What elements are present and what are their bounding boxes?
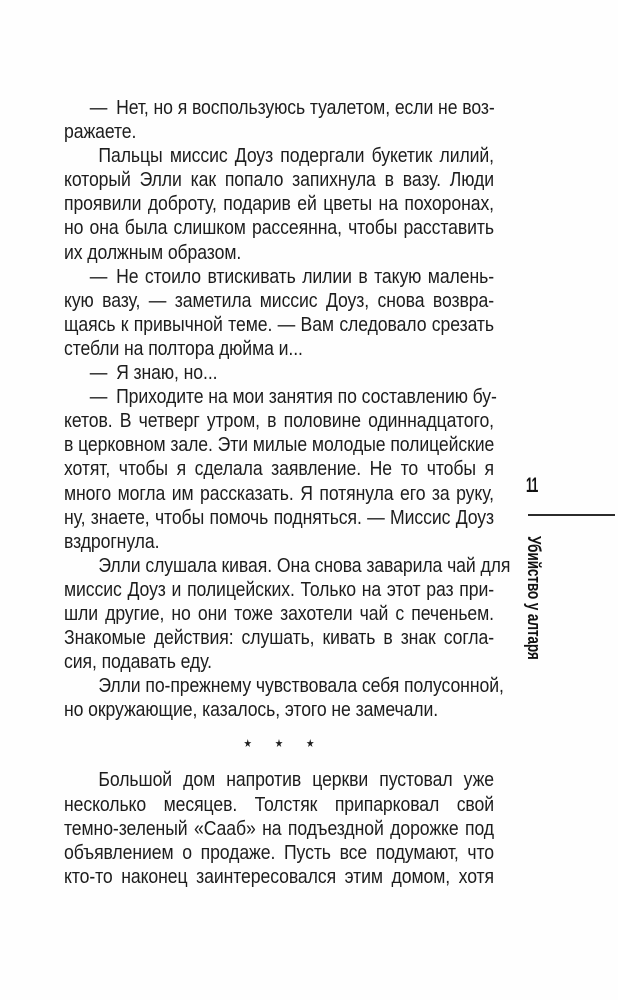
text-line: который Элли как попало запихнула в вазу. Люди <box>64 168 494 192</box>
paragraph <box>64 144 494 264</box>
text-line: много могла им рассказать. Я потянула его за руку, <box>64 481 494 505</box>
text-line: Пальцы миссис Доуз подергали букетик лилий, <box>98 144 495 168</box>
text-line: шли другие, но они тоже захотели чай с печеньем. <box>64 601 494 625</box>
text-line: в церковном зале. Эти милые молодые полицейские <box>64 433 495 457</box>
text-line: щаясь к привычной теме. — Вам следовало срезать <box>64 312 494 336</box>
text-line: хотят, чтобы я сделала заявление. Не то чтобы я <box>64 457 494 481</box>
paragraph <box>64 674 504 722</box>
paragraph <box>64 385 497 554</box>
paragraph <box>64 96 494 144</box>
text-line: сия, подавать еду. <box>64 650 212 674</box>
text-line: ну, знаете, чтобы помочь подняться. — Миссис Доуз <box>64 505 494 529</box>
paragraph <box>64 553 511 674</box>
divider-line <box>528 514 615 516</box>
text-column <box>64 96 511 889</box>
text-line: — Приходите на мои занятия по составлению бу- <box>89 385 497 409</box>
text-line: вздрогнула. <box>64 529 160 553</box>
text-line: — Не стоило втискивать лилии в такую малень- <box>89 264 495 288</box>
text-line: Элли по-прежнему чувствовала себя полусонной, <box>98 674 504 698</box>
text-line: стебли на полтора дюйма и... <box>64 336 303 360</box>
paragraph <box>64 361 494 385</box>
text-line: кто-то наконец заинтересовался этим домом, хотя <box>64 864 494 888</box>
text-line: проявили доброту, подарив ей цветы на похоронах, <box>64 192 494 216</box>
page-number: 11 <box>526 474 538 497</box>
text-line: кетов. В четверг утром, в половине одиннадцатого, <box>64 409 494 433</box>
paragraph <box>64 265 494 361</box>
paragraph <box>64 768 494 888</box>
text-line: но окружающие, казалось, этого не замечали. <box>64 698 439 722</box>
running-title: Убийство у алтаря <box>524 536 544 660</box>
text-line: темно-зеленый «Сааб» на подъездной дорожке под <box>64 816 494 840</box>
text-line: объявлением о продаже. Пусть все подумают, что <box>64 840 494 864</box>
text-line: Большой дом напротив церкви пустовал уже <box>98 768 495 792</box>
text-line: — Нет, но я воспользуюсь туалетом, если не воз- <box>89 96 495 119</box>
text-line: их должным образом. <box>64 240 242 264</box>
text-line: Знакомые действия: слушать, кивать в знак согла- <box>64 626 494 650</box>
section-separator: ★ ★ ★ <box>243 737 315 751</box>
text-line: несколько месяцев. Толстяк припарковал свой <box>64 792 494 816</box>
text-line: но она была слишком рассеянна, чтобы расставить <box>64 216 494 240</box>
text-line: ражаете. <box>64 120 137 144</box>
text-line: кую вазу, — заметила миссис Доуз, снова возвра- <box>64 288 494 312</box>
text-line: миссис Доуз и полицейских. Только на этот раз при- <box>64 577 494 601</box>
text-line: Элли слушала кивая. Она снова заварила чай для <box>98 553 511 577</box>
text-line: — Я знаю, но... <box>89 361 218 385</box>
